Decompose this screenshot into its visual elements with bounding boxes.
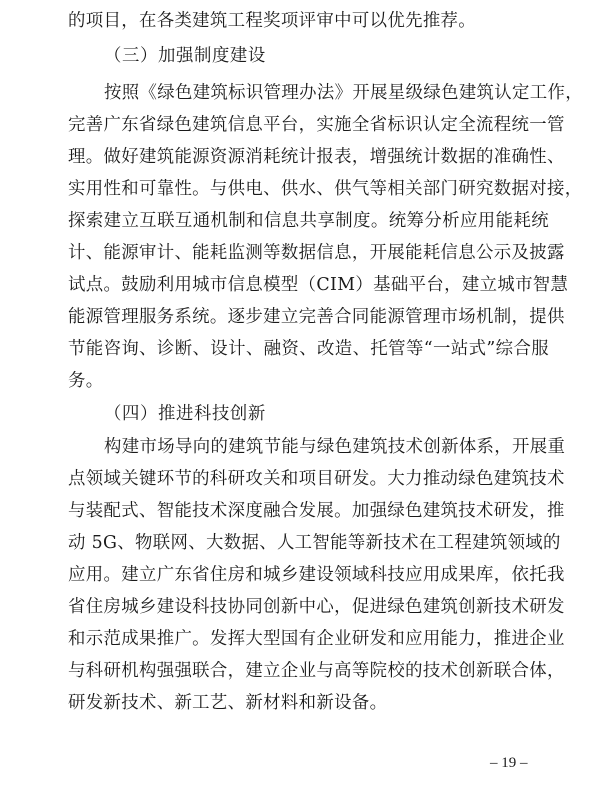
paragraph-line: 点领域关键环节的科研攻关和项目研发。大力推动绿色建筑技术 (68, 469, 565, 489)
paragraph-line: 节能咨询、诊断、设计、融资、改造、托管等“一站式”综合服 (68, 339, 549, 359)
section-heading-3: （三）加强制度建设 (104, 46, 266, 66)
paragraph-line: 务。 (68, 371, 104, 391)
paragraph-line: 的项目，在各类建筑工程奖项评审中可以优先推荐。 (68, 11, 477, 31)
paragraph-line: 探索建立互联互通机制和信息共享制度。统筹分析应用能耗统 (68, 211, 549, 231)
paragraph-line: 省住房城乡建设科技协同创新中心，促进绿色建筑创新技术研发 (68, 597, 565, 617)
paragraph-line: 动 5G、物联网、大数据、人工智能等新技术在工程建筑领域的 (68, 533, 561, 553)
paragraph-line: 实用性和可靠性。与供电、供水、供气等相关部门研究数据对接， (68, 179, 583, 199)
paragraph-line: 与装配式、智能技术深度融合发展。加强绿色建筑技术研发，推 (68, 501, 565, 521)
section-heading-4: （四）推进科技创新 (104, 404, 266, 424)
paragraph-line: 试点。鼓励利用城市信息模型（CIM）基础平台，建立城市智慧 (68, 275, 569, 295)
paragraph-line: 和示范成果推广。发挥大型国有企业研发和应用能力，推进企业 (68, 629, 565, 649)
page-number: – 19 – (490, 755, 528, 771)
paragraph-line: 计、能源审计、能耗监测等数据信息，开展能耗信息公示及披露 (68, 243, 565, 263)
paragraph-line: 按照《绿色建筑标识管理办法》开展星级绿色建筑认定工作， (104, 83, 583, 103)
paragraph-line: 与科研机构强强联合，建立企业与高等院校的技术创新联合体， (68, 661, 565, 681)
paragraph-line: 能源管理服务系统。逐步建立完善合同能源管理市场机制，提供 (68, 307, 565, 327)
paragraph-line: 完善广东省绿色建筑信息平台，实施全省标识认定全流程统一管 (68, 115, 565, 135)
paragraph-line: 应用。建立广东省住房和城乡建设领域科技应用成果库，依托我 (68, 565, 565, 585)
paragraph-line: 研发新技术、新工艺、新材料和新设备。 (68, 693, 388, 713)
paragraph-line: 理。做好建筑能源资源消耗统计报表，增强统计数据的准确性、 (68, 147, 565, 167)
paragraph-line: 构建市场导向的建筑节能与绿色建筑技术创新体系，开展重 (104, 437, 566, 457)
